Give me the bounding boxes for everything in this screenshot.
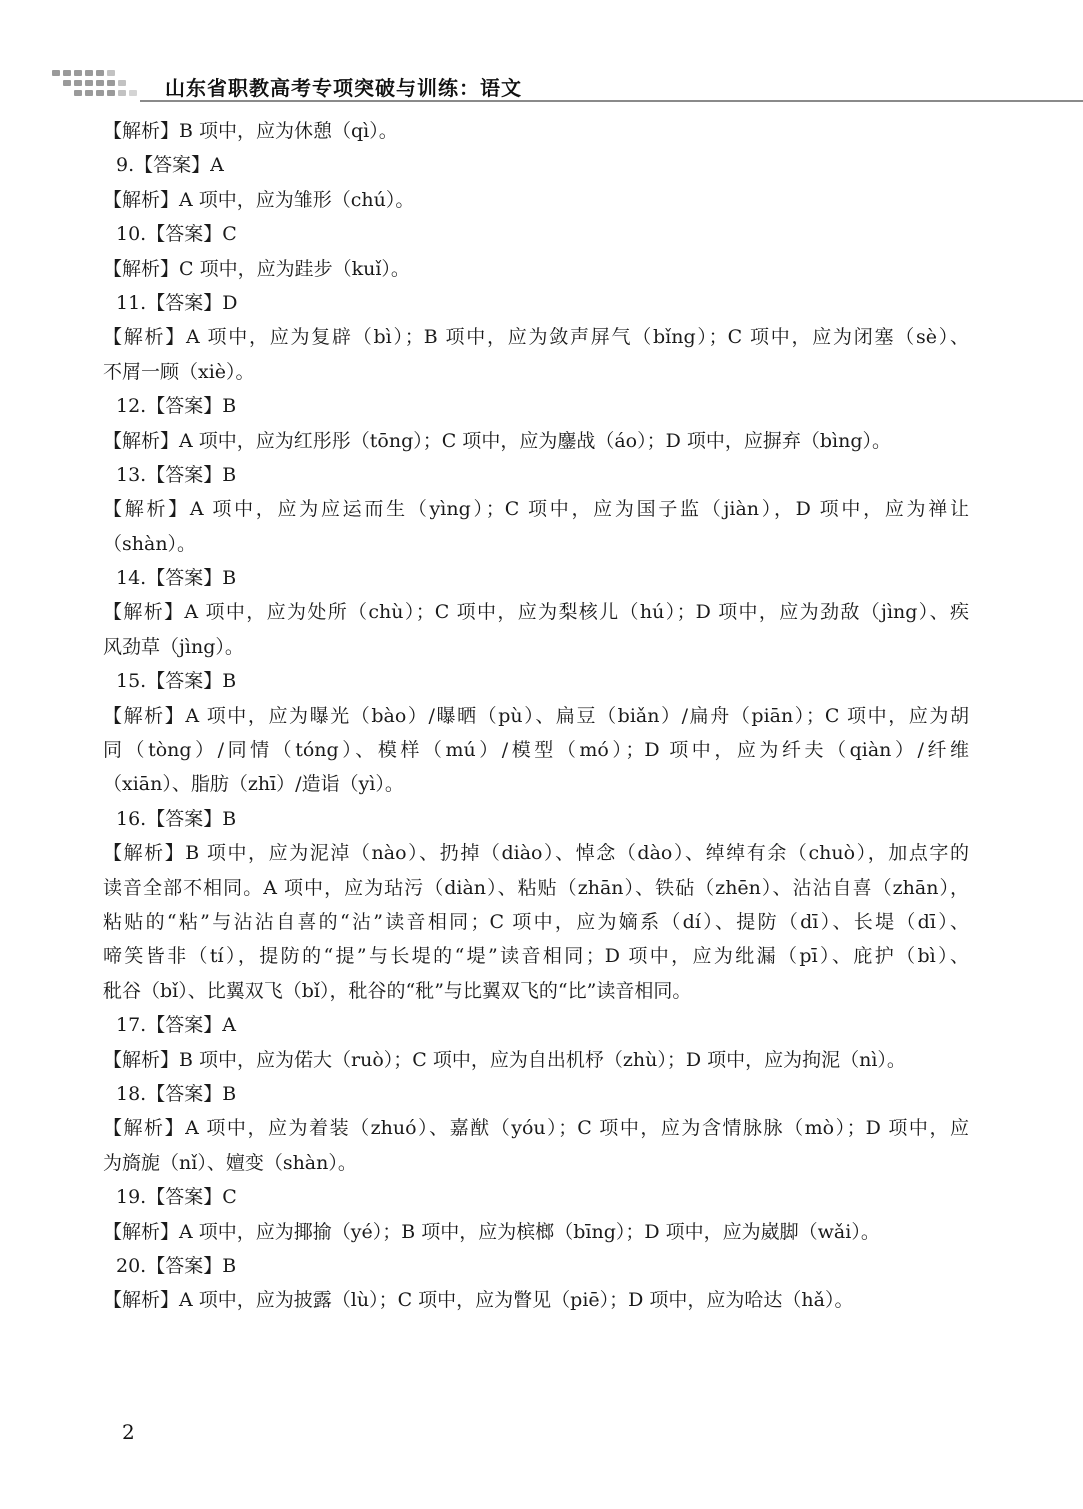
explanation-line: 读音全部不相同。A 项中，应为玷污（diàn）、粘贴（zhān）、铁砧（zhēn）、沾沾自喜（zhān）， [103,876,969,899]
explanation-line: 【解析】A 项中，应为复辟（bì）；B 项中，应为敛声屏气（bǐng）；C 项中，应为闭塞（sè）、 [103,326,969,349]
answer-line: 9.【答案】A [116,154,224,177]
answer-line: 20.【答案】B [116,1254,237,1277]
explanation-line: 为旖旎（nǐ）、嬗变（shàn）。 [103,1151,357,1174]
answer-line: 13.【答案】B [116,463,237,486]
answer-line: 15.【答案】B [116,670,237,693]
answer-line: 16.【答案】B [116,807,237,830]
explanation-line: 【解析】A 项中，应为红彤彤（tōng）；C 项中，应为鏖战（áo）；D 项中，应摒弃（bìng）。 [103,429,891,452]
answer-line: 12.【答案】B [116,395,237,418]
explanation-line: 【解析】A 项中，应为曝光（bào）/曝晒（pù）、扁豆（biǎn）/扁舟（piān）；C 项中，应为胡 [103,704,969,727]
explanation-line: 【解析】B 项中，应为偌大（ruò）；C 项中，应为自出机杼（zhù）；D 项中，应为拘泥（nì）。 [103,1048,906,1071]
explanation-line: 不屑一顾（xiè）。 [103,360,255,383]
dot-grid-logo-icon [52,68,144,102]
answer-line: 19.【答案】C [116,1186,237,1209]
answer-line: 17.【答案】A [116,1014,236,1037]
explanation-line: 风劲草（jìng）。 [103,635,244,658]
explanation-line: 【解析】B 项中，应为休憩（qì）。 [103,120,398,142]
explanation-line: 【解析】A 项中，应为雏形（chú）。 [103,188,415,211]
answer-line: 10.【答案】C [116,223,237,246]
explanation-line: 同（tòng）/同情（tóng）、模样（mú）/模型（mó）；D 项中，应为纤夫（qiàn）/纤维 [103,739,969,762]
explanation-line: 【解析】A 项中，应为披露（lù）；C 项中，应为瞥见（piē）；D 项中，应为哈达（hǎ）。 [103,1289,854,1312]
explanation-line: 【解析】C 项中，应为跬步（kuǐ）。 [103,257,410,280]
explanation-line: （shàn）。 [103,532,197,555]
book-title: 山东省职教高考专项突破与训练：语文 [165,76,522,100]
page-number: 2 [122,1420,135,1444]
answer-explanations [103,114,969,1318]
explanation-line: 【解析】A 项中，应为揶揄（yé）；B 项中，应为槟榔（bīng）；D 项中，应为崴脚（wǎi）。 [103,1220,880,1243]
explanation-line: 秕谷（bǐ）、比翼双飞（bǐ），秕谷的“秕”与比翼双飞的“比”读音相同。 [103,979,692,1002]
explanation-line: 啼笑皆非（tí），提防的“提”与长堤的“堤”读音相同；D 项中，应为纰漏（pī）、庇护（bì）、 [103,945,969,968]
explanation-line: 粘贴的“粘”与沾沾自喜的“沾”读音相同；C 项中，应为嫡系（dí）、提防（dī）、长堤（dī）、 [103,910,969,933]
explanation-line: 【解析】A 项中，应为应运而生（yìng）；C 项中，应为国子监（jiàn），D 项中，应为禅让 [103,498,969,521]
explanation-line: 【解析】A 项中，应为处所（chù）；C 项中，应为梨核儿（hú）；D 项中，应为劲敌（jìng）、疾 [103,601,969,624]
answer-line: 11.【答案】D [116,291,238,314]
page-header [0,60,1083,104]
explanation-line: 【解析】B 项中，应为泥淖（nào）、扔掉（diào）、悼念（dào）、绰绰有余（chuò），加点字的 [103,842,969,865]
answer-line: 18.【答案】B [116,1082,237,1105]
answer-line: 14.【答案】B [116,567,237,590]
header-divider [140,100,1083,102]
explanation-line: 【解析】A 项中，应为着装（zhuó）、嘉猷（yóu）；C 项中，应为含情脉脉（mò）；D 项中，应 [103,1117,969,1140]
explanation-line: （xiān）、脂肪（zhī）/造诣（yì）。 [103,773,404,796]
